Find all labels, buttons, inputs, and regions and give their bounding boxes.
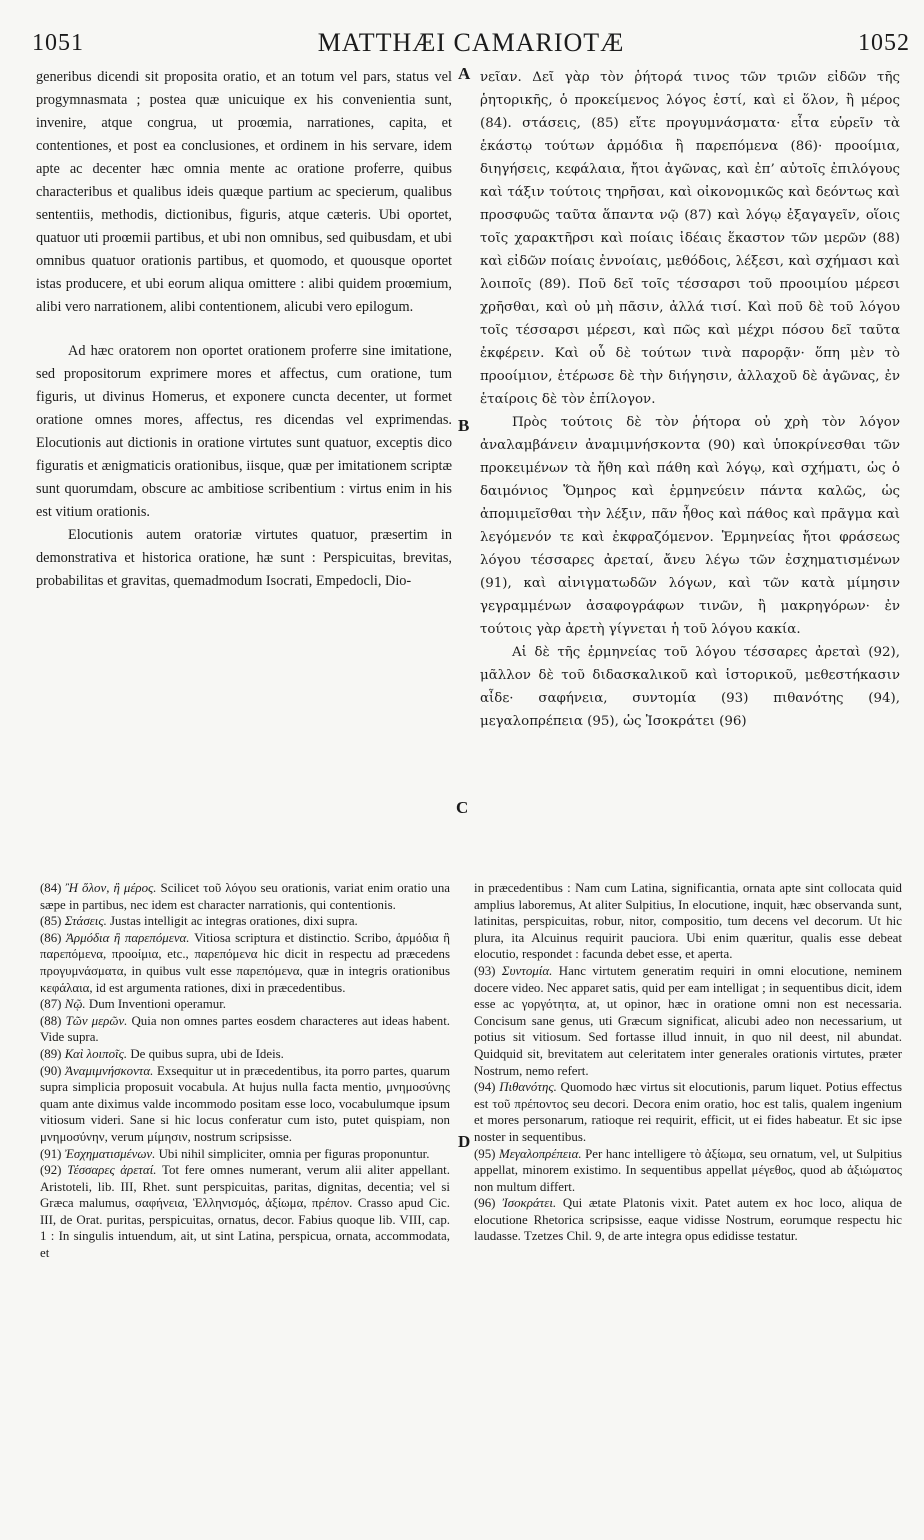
footnote-text: Ubi nihil simpliciter, omnia per figuras proponuntur. (158, 1146, 430, 1161)
footnote-text: Per hanc intelligere τὸ ἀξίωμα, seu ornatum, vel, ut Sulpitius appellat, minorem existimo. In sequentibus appellat μέγεθος, quod ab ἀξιώματος non multum differt. (474, 1146, 902, 1194)
footnote-text: Scilicet τοῦ λόγου seu orationis, variat enim oratio una sæpe in partibus, nec idem est character narrationis, qui contentionis. (40, 881, 450, 912)
footnote-lemma: Ἢ ὅλον, ἢ μέρος. (65, 881, 157, 895)
footnote-text: De quibus supra, ubi de Ideis. (130, 1046, 284, 1061)
footnote (40, 880, 450, 913)
footnote-text: Dum Inventioni operamur. (88, 997, 227, 1012)
footnote-number: (90) (40, 1063, 62, 1078)
footnote-lemma: Καὶ λοιποῖς. (64, 1046, 128, 1061)
footnote-number: (94) (474, 1080, 496, 1095)
footnote-lemma: Τέσσαρες ἀρεταί. (67, 1163, 157, 1178)
footnote-lemma: Ἀναμιμνήσκοντα. (65, 1063, 154, 1078)
footnote-text: Tot fere omnes numerant, verum alii aliter appellant. Aristoteli, lib. III, Rhet. sunt perspicuitas, paritas, dignitas, decentia; vel si Græca malumus, σαφήνεια, Ἑλληνισμός, ἀξίωμα, πρέπον. Crasso apud Cic. III, de Orat. puritas, perspicuitas, ornatus, decor. Fabius quoque lib. VIII, cap. 1 : In singulis intuendum, ait, ut sint Latina, perspicua, ornata, accommodata, et (40, 1163, 450, 1261)
footnote-number: (89) (40, 1046, 62, 1061)
footnote (40, 1146, 450, 1163)
footnote-number: (95) (474, 1146, 496, 1161)
footnote (40, 1162, 450, 1262)
footnote-number: (96) (474, 1196, 496, 1211)
running-header (32, 22, 910, 62)
footnote-text: Vitiosa scriptura et distinctio. Scribo, ἁρμόδια ἢ παρεπόμενα, προοίμια, etc., παρεπόμενα hic dicit in respectu ad præcedens προγυμνάσματα, in quibus vult esse παρεπόμενα, quæ in integris orationibus κεφάλαια, id est argumenta rationes, dixi in præcedentibus. (40, 930, 450, 995)
footnote (40, 930, 450, 996)
latin-paragraph-3: Elocutionis autem oratoriæ virtutes quatuor, præsertim in demonstrativa et historica oratione, hæ sunt : Perspicuitas, brevitas, probabilitas et gravitas, quemadmodum Isocrati, Empedocli, Dio- (36, 527, 452, 589)
footnote (40, 1063, 450, 1146)
section-marker-c: C (456, 798, 469, 817)
greek-paragraph-1: νεῖαν. Δεῖ γὰρ τὸν ῥήτορά τινος τῶν τριῶν εἰδῶν τῆς ῥητορικῆς, ὁ προκείμενος λόγος ἐστί, καὶ εἰ ὅλον, ἢ μέρος (84). στάσεις, (85) εἴτε προγυμνάσματα· εἶτα εὑρεῖν τὰ ἑκάστῳ τούτων ἁρμόδια ἢ παρεπόμενα (86)· προοίμια, διηγήσεις, κεφάλαια, ἤτοι ἀγῶνας, καὶ ἐπ’ αὐτοῖς ἐπιλόγους καὶ τάξιν τούτοις τηρῆσαι, καὶ οἰκονομικῶς καὶ δεόντως καὶ προσφυῶς ταῦτα ἅπαντα νῷ (87) καὶ λόγῳ ἐξαγαγεῖν, οἵοις τοῖς χαρακτῆρσι καὶ ποίαις ἰδέαις ἕκαστον τῶν μερῶν (88) καὶ εἰδῶν ποίαις ἐννοίαις, μεθόδοις, λέξεσι, καὶ σχήμασι καὶ λοιποῖς (89). Ποῦ δεῖ τοῖς τέσσαρσι τοῦ προοιμίου μέρεσι χρῆσθαι, καὶ οὐ μὴ πᾶσιν, ἀλλά τισί. Καὶ ποῦ δὲ τοῦ λόγου τοῖς τέσσαρσι μέρεσι, καὶ πῶς καὶ μέχρι πόσου δεῖ ταῦτα ἐκφέρειν. Καὶ οὗ δὲ τούτων τινὰ παρορᾷν· ὅπη μὲν τὸ προοίμιον, ἑτέρωσε δὲ τὴν διήγησιν, ἀλλαχοῦ δὲ ἀγῶνας, ἐν ἑταίροις δὲ τὸν ἐπίλογον. (480, 70, 900, 407)
footnote-text: in præcedentibus : Nam cum Latina, significantia, ornata apte sint collocata quid amplius laboremus, At aliter Sulpitius, In elocutione, inquit, hæc observanda sunt, latinitas, perspicuitas, robur, nitor, compositio, tum decens vel decorum. Ut hic plura, ita Alcuinus requirit pauciora. Ubi enim quæritur, qualis esse debeat elocutio, respondet : facunda debet esse, et aperta. (474, 881, 902, 962)
footnote-lemma: Νῷ. (64, 997, 86, 1012)
footnote-number: (91) (40, 1146, 62, 1161)
greek-paragraph-3: Αἱ δὲ τῆς ἑρμηνείας τοῦ λόγου τέσσαρες ἀρεταὶ (92), μᾶλλον δὲ τοῦ διδασκαλικοῦ καὶ ἱστορικοῦ, μεθεστήκασιν αἶδε· σαφήνεια, συντομία (93) πιθανότης (94), μεγαλοπρέπεια (95), ὡς Ἰσοκράτει (96) (480, 645, 900, 729)
latin-paragraph-2: Ad hæc oratorem non oportet orationem proferre sine imitatione, sed propositorum exprimere mores et affectus, cum oratione, tum figuris, ut divinus Homerus, et exponere cuncta decenter, ut formet oratione omnes mores, affectus, res dicendas vel exprimendas. Elocutionis aut dictionis in oratione virtutes sunt quatuor, exceptis dico figuratis et ænigmaticis orationibus, iisque, quæ per imitationem scriptæ sunt quorumdam, obscure ac ambitiose scribentium : virtus enim in his est vitium orationis. (36, 343, 452, 520)
footnote-number: (85) (40, 914, 62, 929)
footnote-lemma: Ἁρμόδια ἢ παρεπόμενα. (66, 930, 190, 945)
footnote (40, 913, 450, 930)
right-page-number: 1052 (858, 30, 910, 56)
section-marker-b: B (458, 416, 470, 435)
footnote (474, 1079, 902, 1145)
section-marker-d: D (458, 1132, 471, 1151)
left-page-number: 1051 (32, 30, 84, 56)
footnote-number: (87) (40, 997, 62, 1012)
footnote (474, 963, 902, 1079)
footnote (474, 880, 902, 963)
footnotes-left-column (40, 880, 450, 1262)
footnotes-right-column (474, 880, 902, 1245)
footnote (40, 996, 450, 1013)
footnote-text: Hanc virtutem generatim requiri in omni elocutione, neminem docere video. Nec apparet satis, quid per eam intelligat ; in sequentibus dicit, idem esse ac γοργότητα, at, ut opinor, hæc in oratione omni non est necessaria. Concisum sane genus, uti Græcum significat, alicubi adeo non necessarium, ut potius sit vitiosum. Sed fortasse illud innuit, in quo nil deest, nil abundat. Quidquid sit, brevitatem aut celeritatem inter generales orationis virtutes, præter Nostrum, nemo refert. (474, 963, 902, 1078)
footnote-number: (86) (40, 930, 62, 945)
footnote-lemma: Στάσεις. (64, 914, 107, 929)
footnote-lemma: Τῶν μερῶν. (65, 1013, 128, 1028)
footnote (474, 1146, 902, 1196)
footnote-text: Quia non omnes partes eosdem characteres aut ideas habent. Vide supra. (40, 1013, 450, 1045)
footnote-lemma: Μεγαλοπρέπεια. (499, 1146, 582, 1161)
greek-paragraph-2: Πρὸς τούτοις δὲ τὸν ῥήτορα οὐ χρὴ τὸν λόγον ἀναλαμβάνειν ἀναμιμνήσκοντα (90) καὶ ὑποκρίνεσθαι τῶν προκειμένων τὰ ἤθη καὶ πάθη καὶ λόγῳ, καὶ σχήματι, ὡς ὁ δαιμόνιος Ὅμηρος καὶ ἑρμηνεύειν πάντα καλῶς, ὡς ἀπομιμεῖσθαι τὴν λέξιν, πᾶν ἦθος καὶ πάθος καὶ πρᾶγμα καὶ λεγόμενόν τε καὶ ἐκφραζόμενον. Ἑρμηνείας ἤτοι φράσεως λόγου τέσσαρες ἀρεταί, ἄνευ λέγω τῶν ἐσχηματισμένων (91), καὶ αἰνιγματωδῶν λόγων, καὶ τῶν κατὰ μίμησιν γεγραμμένων ἀσαφογράφων τινῶν, ἢ μακρηγόρων· ἐν τούτοις γὰρ ἀρετὴ γίγνεται ἡ τοῦ λόγου κακία. (480, 415, 900, 637)
footnote-lemma: Συντομία. (501, 963, 553, 978)
latin-text-column (36, 66, 452, 593)
footnote-lemma: Ἰσοκράτει. (502, 1196, 557, 1211)
footnote (40, 1013, 450, 1046)
footnote (40, 1046, 450, 1063)
footnote (474, 1195, 902, 1245)
footnote-lemma: Πιθανότης. (499, 1080, 557, 1095)
section-marker-a: A (458, 64, 471, 83)
footnote-text: Quomodo hæc virtus sit elocutionis, parum liquet. Potius effectus est τοῦ πρέποντος seu decori. Decora enim oratio, hoc est talis, qualem ingenium et mores personarum, ratioque rei requirit, efficit, ut ei fides habeatur. Et sic ipse noster in sequentibus. (474, 1080, 903, 1144)
greek-text-column (480, 66, 900, 733)
footnote-text: Justas intelligit ac integras orationes, dixi supra. (110, 914, 358, 929)
footnote-number: (84) (40, 881, 62, 895)
footnote-number: (92) (40, 1163, 62, 1178)
footnote-lemma: Ἐσχηματισμένων. (64, 1146, 156, 1161)
running-title: MATTHÆI CAMARIOTÆ (317, 28, 625, 57)
footnote-number: (88) (40, 1013, 62, 1028)
latin-paragraph-1: generibus dicendi sit proposita oratio, et an totum vel pars, status vel progymnasmata ; postea quæ unicuique ex his convenientia sunt, invenire, atque congrua, ut proœmia, narrationes, capita, et contentiones, et post ea conclusiones, et ordinem in his servare, idem apte ac decenter hæc omnia mente ac oratione proferre, quibus characteribus et qualibus ideis quæque partium ac specierum, qualibus sententiis, methodis, dictionibus, figuris, atque cæteris. Ubi oportet, quatuor uti proœmii partibus, et ubi non omnibus, sed quibusdam, et ubi omnibus quatuor orationis partibus, et quomodo, et quousque oportet istas producere, et ubi eorum aliqua omittere : alibi quidem proœmium, alibi vero narrationem, alibi contentionem, alicubi vero epilogum. (36, 69, 452, 315)
footnote-text: Qui ætate Platonis vixit. Patet autem ex hoc loco, aliqua de elocutione Rhetorica scripsisse, eaque vidisse Nostrum, eorumque respectu hic laudasse. Tzetzes Chil. 9, de arte integra opus edidisse testatur. (474, 1196, 902, 1244)
footnote-text: Exsequitur ut in præcedentibus, ita porro partes, quarum supra simplicia proposuit vocabula. At hujus nulla facta mentio, μνημοσύνης quam ante diximus valde incommodo positam esse loco, vocabulumque ipsum vitiosum videri. Sane si hic locus conferatur cum isto, putet quispiam, non μνημοσύνην, verum μίμησιν, nostrum scripsisse. (40, 1063, 450, 1144)
footnote-number: (93) (474, 963, 496, 978)
